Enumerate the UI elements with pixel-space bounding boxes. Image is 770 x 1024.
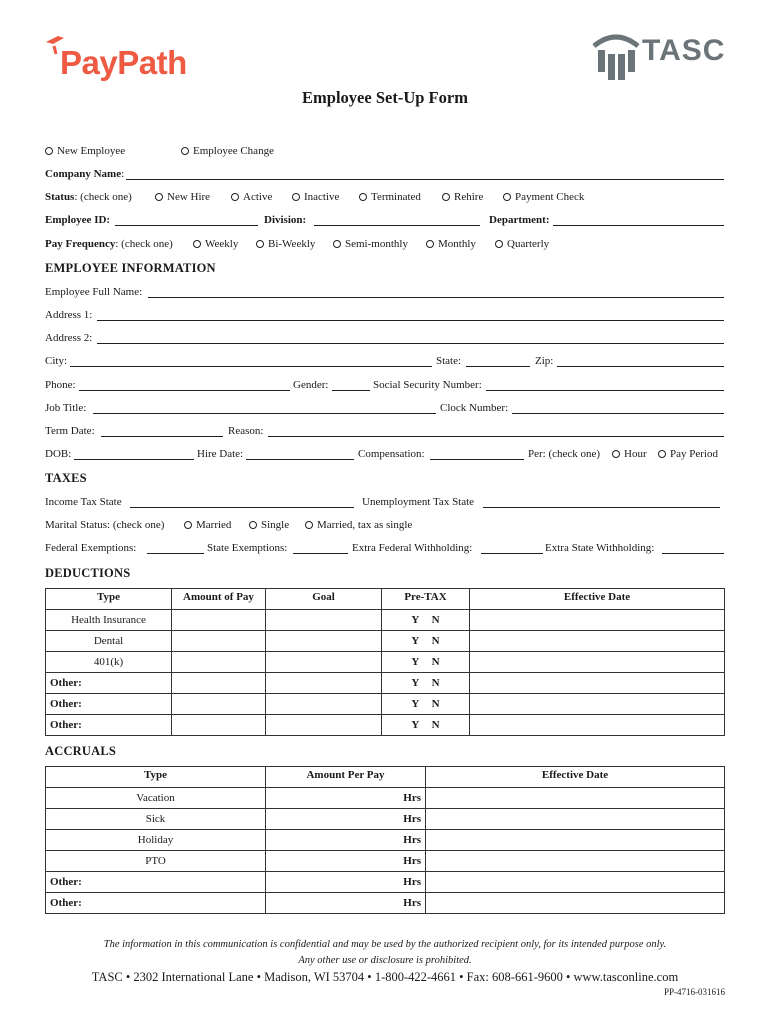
full-name-field[interactable] xyxy=(148,297,724,298)
table-row xyxy=(46,788,725,809)
radio-icon[interactable] xyxy=(333,240,341,248)
federal-exemptions-label: Federal Exemptions: xyxy=(45,542,137,554)
company-name-field[interactable] xyxy=(126,179,724,180)
effective-date-cell[interactable] xyxy=(426,851,725,872)
accruals-table xyxy=(45,766,725,914)
pretax-yn[interactable]: Y N xyxy=(382,652,470,673)
pretax-yn[interactable]: Y N xyxy=(382,694,470,715)
radio-icon[interactable] xyxy=(612,450,620,458)
ssn-field[interactable] xyxy=(486,390,724,391)
accruals-col-type: Type xyxy=(46,767,266,788)
deduction-type: Health Insurance xyxy=(46,610,172,631)
marital-single-option[interactable]: Single xyxy=(249,519,289,531)
table-row xyxy=(46,809,725,830)
form-code: PP-4716-031616 xyxy=(663,987,725,997)
effective-date-cell[interactable] xyxy=(470,631,725,652)
extra-federal-field[interactable] xyxy=(481,553,543,554)
accrual-type: Other: xyxy=(46,872,266,893)
deductions-table xyxy=(45,588,725,736)
radio-icon[interactable] xyxy=(155,193,163,201)
deduction-type: Dental xyxy=(46,631,172,652)
amount-cell[interactable]: Hrs xyxy=(266,788,426,809)
state-field[interactable] xyxy=(466,366,530,367)
radio-icon[interactable] xyxy=(193,240,201,248)
effective-date-cell[interactable] xyxy=(426,872,725,893)
employee-id-label: Employee ID: xyxy=(45,214,111,226)
income-tax-state-label: Income Tax State xyxy=(45,496,122,508)
income-tax-state-field[interactable] xyxy=(130,507,354,508)
amount-cell[interactable] xyxy=(172,652,266,673)
radio-icon[interactable] xyxy=(359,193,367,201)
radio-icon[interactable] xyxy=(184,521,192,529)
city-field[interactable] xyxy=(70,366,432,367)
dob-field[interactable] xyxy=(74,459,194,460)
effective-date-cell[interactable] xyxy=(426,788,725,809)
paypath-logo xyxy=(44,34,194,88)
state-label: State: xyxy=(436,355,462,367)
full-name-label: Employee Full Name: xyxy=(45,286,143,298)
division-label: Division: xyxy=(264,214,307,226)
table-row xyxy=(46,893,725,914)
accrual-type: PTO xyxy=(46,851,266,872)
goal-cell[interactable] xyxy=(266,652,382,673)
radio-icon[interactable] xyxy=(231,193,239,201)
compensation-label: Compensation: xyxy=(358,448,425,460)
status-label: Status: (check one) xyxy=(45,191,132,203)
goal-cell[interactable] xyxy=(266,694,382,715)
effective-date-cell[interactable] xyxy=(470,652,725,673)
deductions-col-goal: Goal xyxy=(266,589,382,610)
department-label: Department: xyxy=(489,214,550,226)
effective-date-cell[interactable] xyxy=(470,673,725,694)
radio-icon[interactable] xyxy=(658,450,666,458)
effective-date-cell[interactable] xyxy=(426,830,725,851)
company-name-label: Company Name: xyxy=(45,168,125,180)
amount-cell[interactable] xyxy=(172,694,266,715)
status-option-new-hire[interactable]: New Hire xyxy=(155,191,210,203)
effective-date-cell[interactable] xyxy=(470,715,725,736)
status-option-payment-check[interactable]: Payment Check xyxy=(503,191,584,203)
pretax-yn[interactable]: Y N xyxy=(382,610,470,631)
pay-frequency-label: Pay Frequency: (check one) xyxy=(45,238,173,250)
table-row xyxy=(46,715,725,736)
deductions-heading: DEDUCTIONS xyxy=(45,566,131,580)
pretax-yn[interactable]: Y N xyxy=(382,673,470,694)
goal-cell[interactable] xyxy=(266,715,382,736)
address1-label: Address 1: xyxy=(45,309,93,321)
amount-cell[interactable]: Hrs xyxy=(266,893,426,914)
extra-state-label: Extra State Withholding: xyxy=(545,542,655,554)
new-employee-option[interactable]: New Employee xyxy=(45,145,125,157)
taxes-heading: TAXES xyxy=(45,471,87,485)
accruals-col-amount: Amount Per Pay xyxy=(266,767,426,788)
employee-id-field[interactable] xyxy=(115,225,258,226)
amount-cell[interactable]: Hrs xyxy=(266,872,426,893)
deductions-col-pretax: Pre-TAX xyxy=(382,589,470,610)
gender-label: Gender: xyxy=(293,379,329,391)
dob-label: DOB: xyxy=(45,448,72,460)
disclaimer-line-2: Any other use or disclosure is prohibited. xyxy=(298,955,472,966)
effective-date-cell[interactable] xyxy=(470,610,725,631)
table-row xyxy=(46,631,725,652)
extra-federal-label: Extra Federal Withholding: xyxy=(352,542,473,554)
extra-state-field[interactable] xyxy=(662,553,724,554)
effective-date-cell[interactable] xyxy=(470,694,725,715)
radio-icon[interactable] xyxy=(426,240,434,248)
clock-number-label: Clock Number: xyxy=(440,402,509,414)
table-row xyxy=(46,673,725,694)
table-row xyxy=(46,652,725,673)
address1-field[interactable] xyxy=(97,320,724,321)
radio-icon[interactable] xyxy=(181,147,189,155)
gender-field[interactable] xyxy=(332,390,370,391)
pay-frequency-semi-monthly[interactable]: Semi-monthly xyxy=(333,238,408,250)
amount-cell[interactable] xyxy=(172,715,266,736)
reason-field[interactable] xyxy=(268,436,724,437)
radio-icon[interactable] xyxy=(45,147,53,155)
hire-date-label: Hire Date: xyxy=(197,448,244,460)
term-date-label: Term Date: xyxy=(45,425,95,437)
deduction-type: Other: xyxy=(46,694,172,715)
address2-label: Address 2: xyxy=(45,332,93,344)
goal-cell[interactable] xyxy=(266,673,382,694)
department-field[interactable] xyxy=(553,225,724,226)
per-hour-option[interactable]: Hour xyxy=(612,448,647,460)
table-row xyxy=(46,610,725,631)
effective-date-cell[interactable] xyxy=(426,893,725,914)
deduction-type: 401(k) xyxy=(46,652,172,673)
pay-frequency-quarterly[interactable]: Quarterly xyxy=(495,238,549,250)
zip-field[interactable] xyxy=(557,366,724,367)
footer-address: TASC • 2302 International Lane • Madison, WI 53704 • 1-800-422-4661 • Fax: 608-661-9600 • www.tasconline.com xyxy=(91,970,679,984)
job-title-field[interactable] xyxy=(93,413,436,414)
phone-field[interactable] xyxy=(79,390,290,391)
pretax-yn[interactable]: Y N xyxy=(382,715,470,736)
accrual-type: Sick xyxy=(46,809,266,830)
table-row xyxy=(46,830,725,851)
tasc-logo xyxy=(592,32,732,86)
deduction-type: Other: xyxy=(46,715,172,736)
accrual-type: Vacation xyxy=(46,788,266,809)
job-title-label: Job Title: xyxy=(45,402,87,414)
radio-icon[interactable] xyxy=(442,193,450,201)
compensation-field[interactable] xyxy=(430,459,524,460)
pay-frequency-monthly[interactable]: Monthly xyxy=(426,238,476,250)
amount-cell[interactable] xyxy=(172,673,266,694)
amount-cell[interactable] xyxy=(172,631,266,652)
status-option-terminated[interactable]: Terminated xyxy=(359,191,421,203)
per-pay-period-option[interactable]: Pay Period xyxy=(658,448,718,460)
employee-change-option[interactable]: Employee Change xyxy=(181,145,274,157)
paypath-logo-text: PayPath xyxy=(60,44,187,81)
form-title: Employee Set-Up Form xyxy=(302,88,468,107)
division-field[interactable] xyxy=(314,225,480,226)
accrual-type: Holiday xyxy=(46,830,266,851)
unemployment-tax-state-field[interactable] xyxy=(483,507,720,508)
radio-icon[interactable] xyxy=(292,193,300,201)
tasc-logo-text: TASC xyxy=(642,34,726,67)
amount-cell[interactable]: Hrs xyxy=(266,851,426,872)
deductions-col-effective-date: Effective Date xyxy=(470,589,725,610)
reason-label: Reason: xyxy=(228,425,264,437)
pay-frequency-bi-weekly[interactable]: Bi-Weekly xyxy=(256,238,315,250)
per-label: Per: (check one) xyxy=(528,448,601,460)
radio-icon[interactable] xyxy=(503,193,511,201)
status-option-active[interactable]: Active xyxy=(231,191,272,203)
marital-married-option[interactable]: Married xyxy=(184,519,231,531)
status-option-inactive[interactable]: Inactive xyxy=(292,191,339,203)
deduction-type: Other: xyxy=(46,673,172,694)
marital-status-label: Marital Status: (check one) xyxy=(45,519,165,531)
amount-cell[interactable]: Hrs xyxy=(266,830,426,851)
state-exemptions-field[interactable] xyxy=(293,553,348,554)
effective-date-cell[interactable] xyxy=(426,809,725,830)
deductions-col-amount: Amount of Pay xyxy=(172,589,266,610)
radio-icon[interactable] xyxy=(495,240,503,248)
address2-field[interactable] xyxy=(97,343,724,344)
unemployment-tax-state-label: Unemployment Tax State xyxy=(362,496,475,508)
tasc-mark-icon xyxy=(592,32,640,82)
state-exemptions-label: State Exemptions: xyxy=(207,542,288,554)
table-row xyxy=(46,694,725,715)
goal-cell[interactable] xyxy=(266,610,382,631)
federal-exemptions-field[interactable] xyxy=(147,553,204,554)
ssn-label: Social Security Number: xyxy=(373,379,482,391)
phone-label: Phone: xyxy=(45,379,76,391)
marital-married-single-option[interactable]: Married, tax as single xyxy=(305,519,412,531)
status-option-rehire[interactable]: Rehire xyxy=(442,191,483,203)
accruals-heading: ACCRUALS xyxy=(45,744,117,758)
table-row xyxy=(46,851,725,872)
employee-information-heading: EMPLOYEE INFORMATION xyxy=(45,261,216,275)
deductions-col-type: Type xyxy=(46,589,172,610)
term-date-field[interactable] xyxy=(101,436,223,437)
amount-cell[interactable]: Hrs xyxy=(266,809,426,830)
city-label: City: xyxy=(45,355,68,367)
accrual-type: Other: xyxy=(46,893,266,914)
hire-date-field[interactable] xyxy=(246,459,354,460)
accruals-col-effective-date: Effective Date xyxy=(426,767,725,788)
radio-icon[interactable] xyxy=(249,521,257,529)
radio-icon[interactable] xyxy=(256,240,264,248)
goal-cell[interactable] xyxy=(266,631,382,652)
pay-frequency-weekly[interactable]: Weekly xyxy=(193,238,238,250)
amount-cell[interactable] xyxy=(172,610,266,631)
radio-icon[interactable] xyxy=(305,521,313,529)
disclaimer-line-1: The information in this communication is confidential and may be used by the authorized recipient only, for its intended purpose only. xyxy=(103,939,667,950)
pretax-yn[interactable]: Y N xyxy=(382,631,470,652)
clock-number-field[interactable] xyxy=(512,413,724,414)
zip-label: Zip: xyxy=(535,355,554,367)
table-row xyxy=(46,872,725,893)
